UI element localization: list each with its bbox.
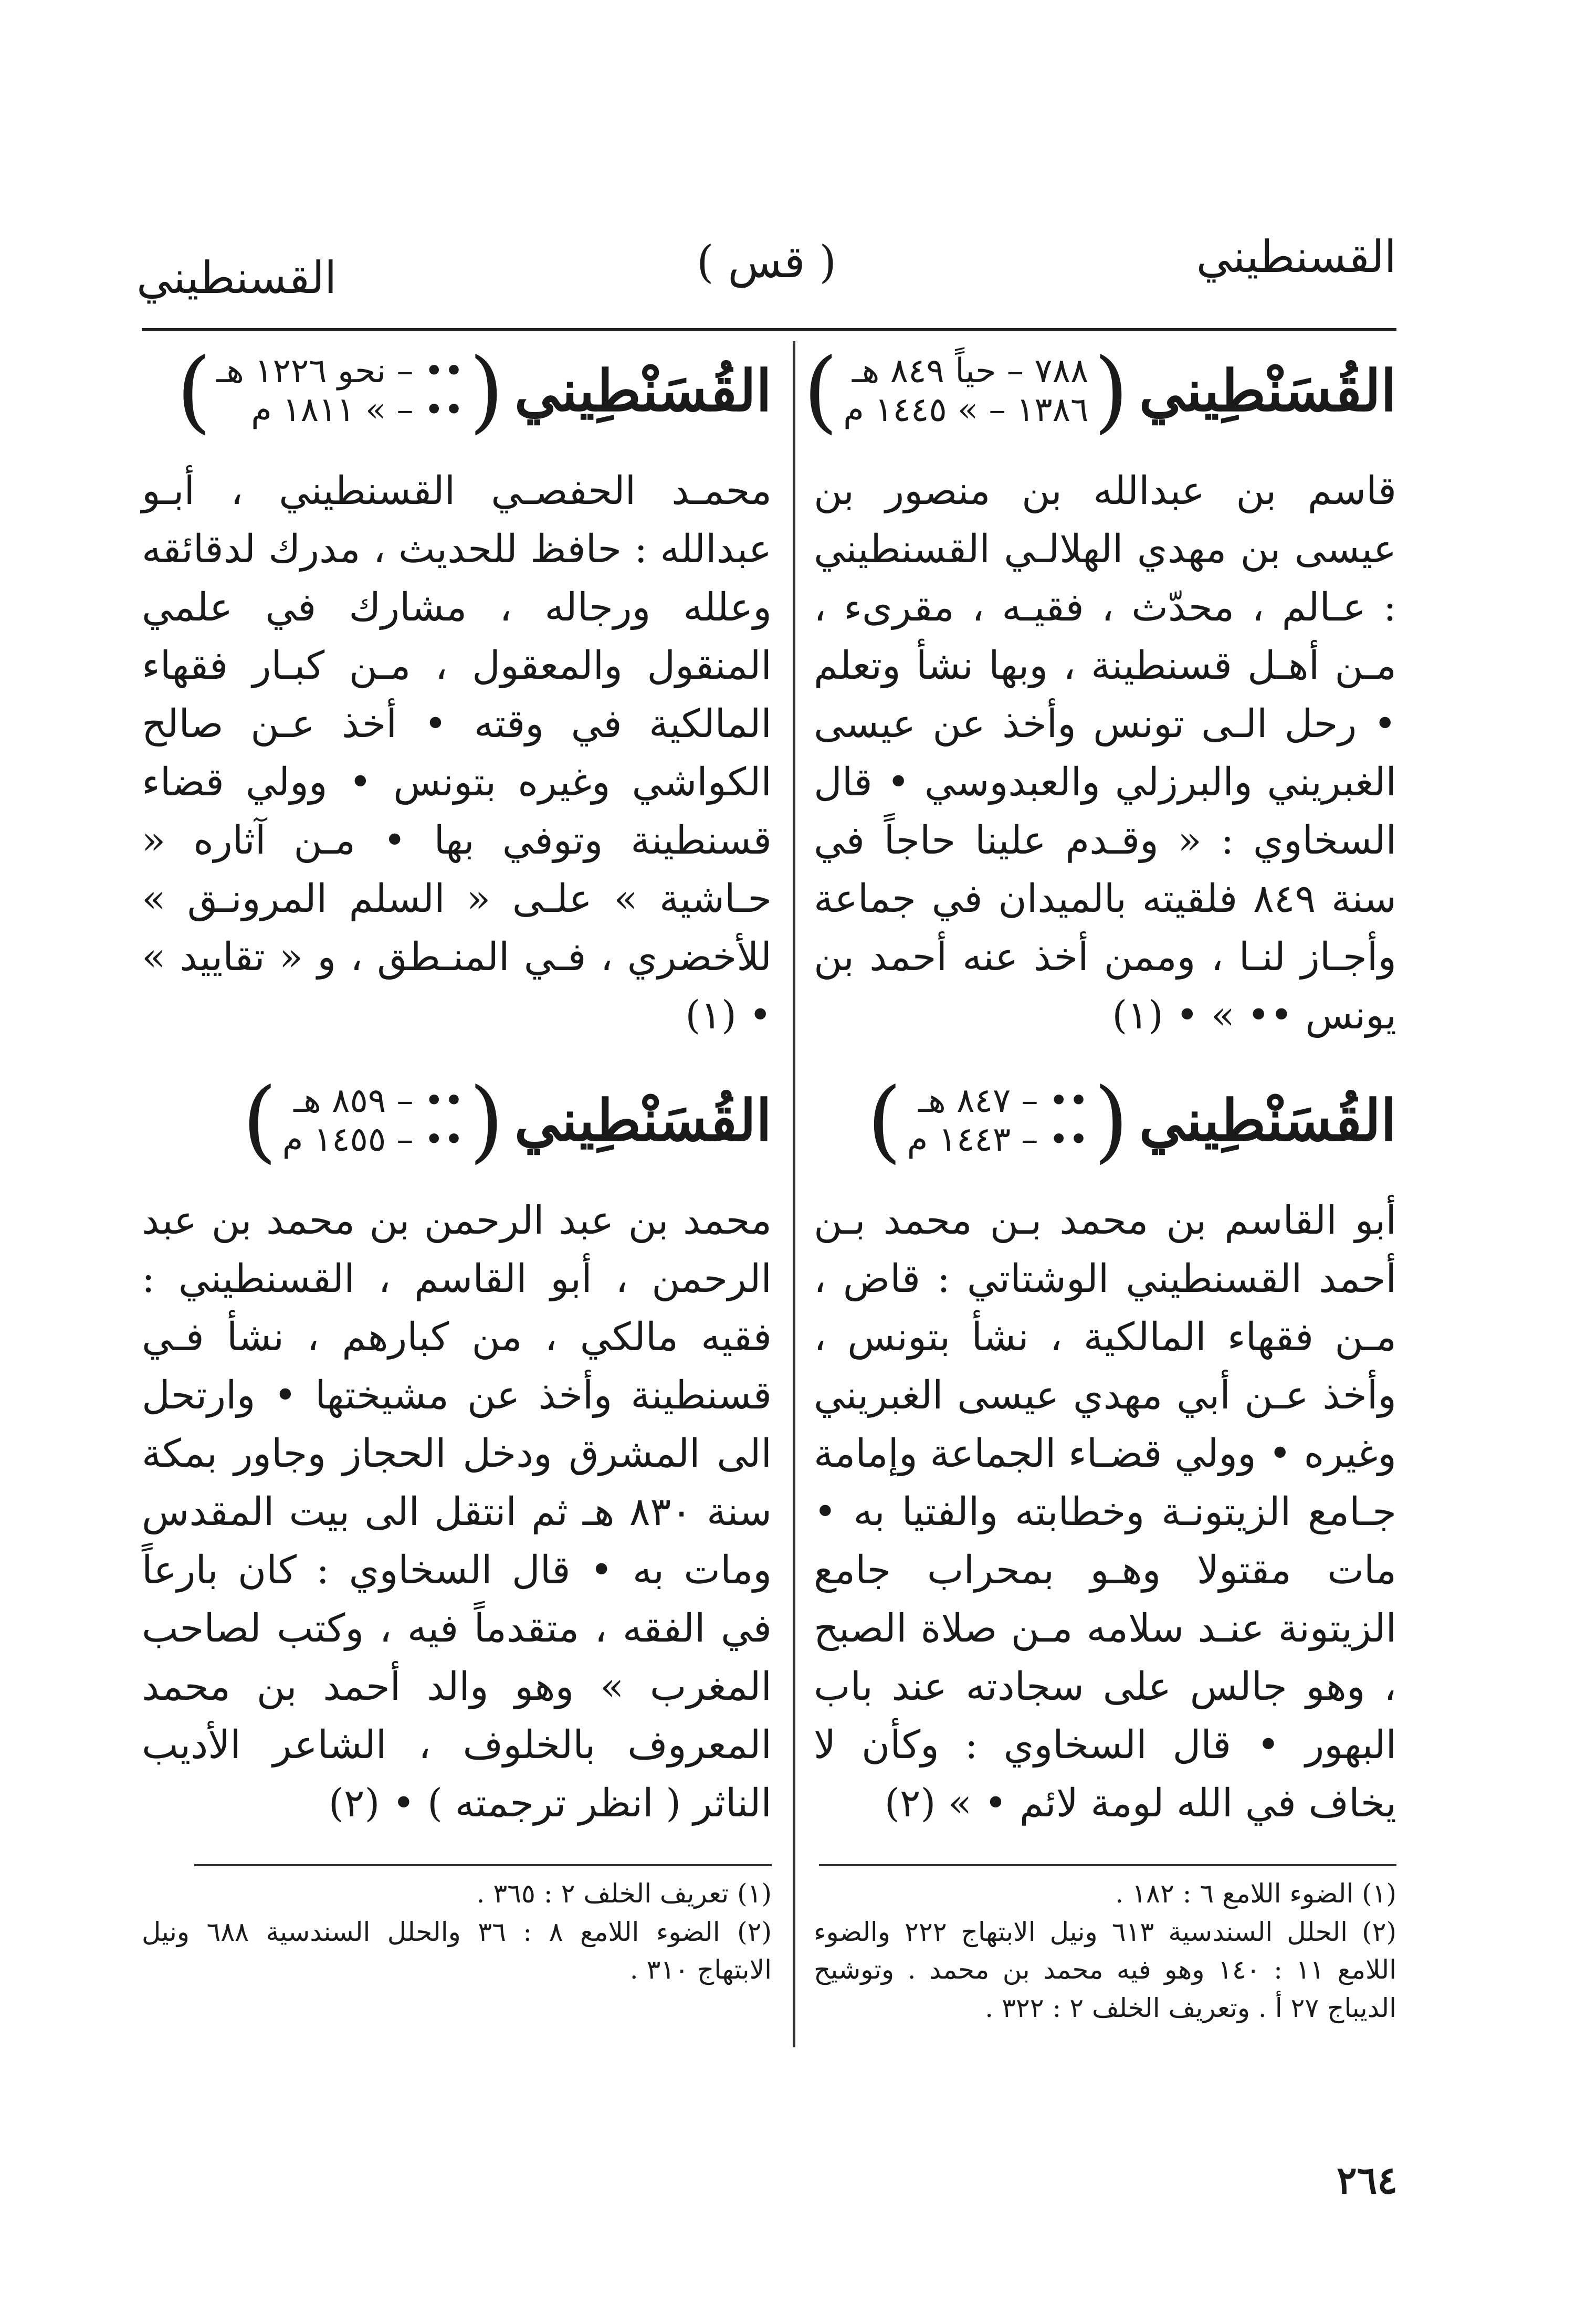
- dates-gregorian: ١٣٨٦ – » ١٤٤٥ م: [843, 391, 1089, 429]
- dates-hijri: •• – ٨٥٩ هـ: [293, 1081, 464, 1121]
- entry: [142, 1069, 772, 1833]
- dates-hijri: •• – ٨٤٧ هـ: [918, 1081, 1089, 1121]
- close-paren: ): [242, 1069, 277, 1173]
- entry: [803, 339, 1397, 1045]
- footnote-rule: [194, 1864, 772, 1866]
- entry-dates: [803, 339, 1129, 443]
- running-head: [136, 231, 1396, 315]
- dates-stack: [211, 352, 469, 429]
- entry: [142, 339, 772, 1045]
- entry-name: القُسَنْطِيني: [514, 1088, 772, 1154]
- footnote: (١) تعريف الخلف ٢ : ٣٦٥ .: [476, 1878, 772, 1909]
- footnote: (١) الضوء اللامع ٦ : ١٨٢ .: [1115, 1878, 1396, 1909]
- header-rule: [142, 328, 1396, 331]
- entry-dates: [867, 1069, 1129, 1173]
- footnotes: [142, 1875, 772, 1989]
- entry-name: القُسَنْطِيني: [514, 358, 772, 424]
- right-column: [803, 339, 1397, 2027]
- entry: [814, 1069, 1396, 1833]
- footnote: (٢) الحلل السندسية ٦١٣ ونيل الابتهاج ٢٢٢ والضوء اللامع ١١ : ١٤٠ وهو فيه محمد بن محمد . وتوشيح الديباج ٢٧ أ . وتعريف الخلف ٢ : ٣٢٢ .: [814, 1916, 1396, 2023]
- entry-name: القُسَنْطِيني: [1139, 358, 1396, 424]
- page-number: ٢٦٤: [1336, 2158, 1398, 2202]
- entry-heading: [814, 1069, 1396, 1173]
- open-paren: (: [469, 339, 504, 443]
- close-paren: ): [803, 339, 838, 443]
- open-paren: (: [1094, 1069, 1129, 1173]
- column-divider: [793, 341, 795, 2047]
- close-paren: ): [176, 339, 212, 443]
- dates-hijri: •• – نحو ١٢٢٦ هـ: [216, 352, 464, 391]
- running-head-center: ( قس ): [696, 236, 837, 288]
- left-column: [142, 339, 772, 1989]
- open-paren: (: [469, 1069, 504, 1173]
- running-head-left: القسنطيني: [136, 252, 337, 303]
- entry-heading: [142, 1069, 772, 1173]
- entry-dates: [242, 1069, 504, 1173]
- footnote: (٢) الضوء اللامع ٨ : ٣٦ والحلل السندسية ٦٨٨ ونيل الابتهاج ٣١٠ .: [142, 1916, 772, 1985]
- dates-stack: [277, 1082, 469, 1159]
- dates-hijri: ٧٨٨ – حياً ٨٤٩ هـ: [852, 352, 1089, 391]
- dates-gregorian: •• – ١٤٤٣ م: [907, 1120, 1089, 1159]
- entry-dates: [176, 339, 504, 443]
- dates-gregorian: •• – ١٤٥٥ م: [282, 1120, 464, 1159]
- dates-stack: [902, 1082, 1094, 1159]
- entry-heading: [803, 339, 1396, 443]
- dates-stack: [838, 352, 1094, 429]
- entry-body: أبو القاسم بن محمد بـن محمد بـن أحمد القسنطيني الوشتاتي : قاض ، مـن فقهاء المالكية ، نشأ بتونس ، وأخذ عـن أبي مهدي عيسى الغبريني وغيره • وولي قضـاء الجماعة وإمامة جـامع الزيتونـة وخطابته والفتيا به • مات مقتولا وهـو بمحراب جامع الزيتونة عنـد سلامه مـن صلاة الصبح ، وهو جالس على سجادته عند باب البهور • قال السخاوي : وكأن لا يخاف في الله لومة لائم • » (٢): [814, 1198, 1396, 1826]
- footnote-rule: [819, 1864, 1396, 1866]
- entry-body: محمـد الحفصـي القسنطيني ، أبـو عبدالله : حافظ للحديث ، مدرك لدقائقه وعلله ورجاله ، مشارك في علمي المنقول والمعقول ، مـن كبـار فقهاء المالكية في وقته • أخذ عـن صالح الكواشي وغيره بتونس • وولي قضاء قسنطينة وتوفي بها • مـن آثاره « حـاشية » علـى « السلم المرونـق » للأخضري ، فـي المنـطق ، و « تقاييد » • (١): [142, 468, 772, 1038]
- close-paren: ): [867, 1069, 902, 1173]
- entry-heading: [142, 339, 772, 443]
- running-head-right: القسنطيني: [1196, 231, 1396, 282]
- dates-gregorian: •• – » ١٨١١ م: [251, 391, 464, 429]
- footnotes: [814, 1875, 1396, 2027]
- open-paren: (: [1094, 339, 1129, 443]
- entry-name: القُسَنْطِيني: [1139, 1088, 1396, 1154]
- entry-body: محمد بن عبد الرحمن بن محمد بن عبد الرحمن ، أبو القاسم ، القسنطيني : فقيه مالكي ، من كبارهم ، نشأ فـي قسنطينة وأخذ عن مشيختها • وارتحل الى المشرق ودخل الحجاز وجاور بمكة سنة ٨٣٠ هـ ثم انتقل الى بيت المقدس ومات به • قال السخاوي : كان بارعاً في الفقه ، متقدماً فيه ، وكتب لصاحب المغرب » وهو والد أحمد بن محمد المعروف بالخلوف ، الشاعر الأديب الناثر ( انظر ترجمته ) • (٢): [142, 1198, 772, 1826]
- entry-body: قاسم بن عبدالله بن منصور بن عيسى بن مهدي الهلالـي القسنطيني : عـالم ، محدّث ، فقيـه ، مقرىء ، مـن أهـل قسنطينة ، وبها نشأ وتعلم • رحل الـى تونس وأخذ عن عيسى الغبريني والبرزلي والعبدوسي • قال السخاوي : « وقـدم علينا حاجاً في سنة ٨٤٩ فلقيته بالميدان في جماعة وأجـاز لنـا ، وممن أخذ عنه أحمد بن يونس •• » • (١): [814, 468, 1397, 1038]
